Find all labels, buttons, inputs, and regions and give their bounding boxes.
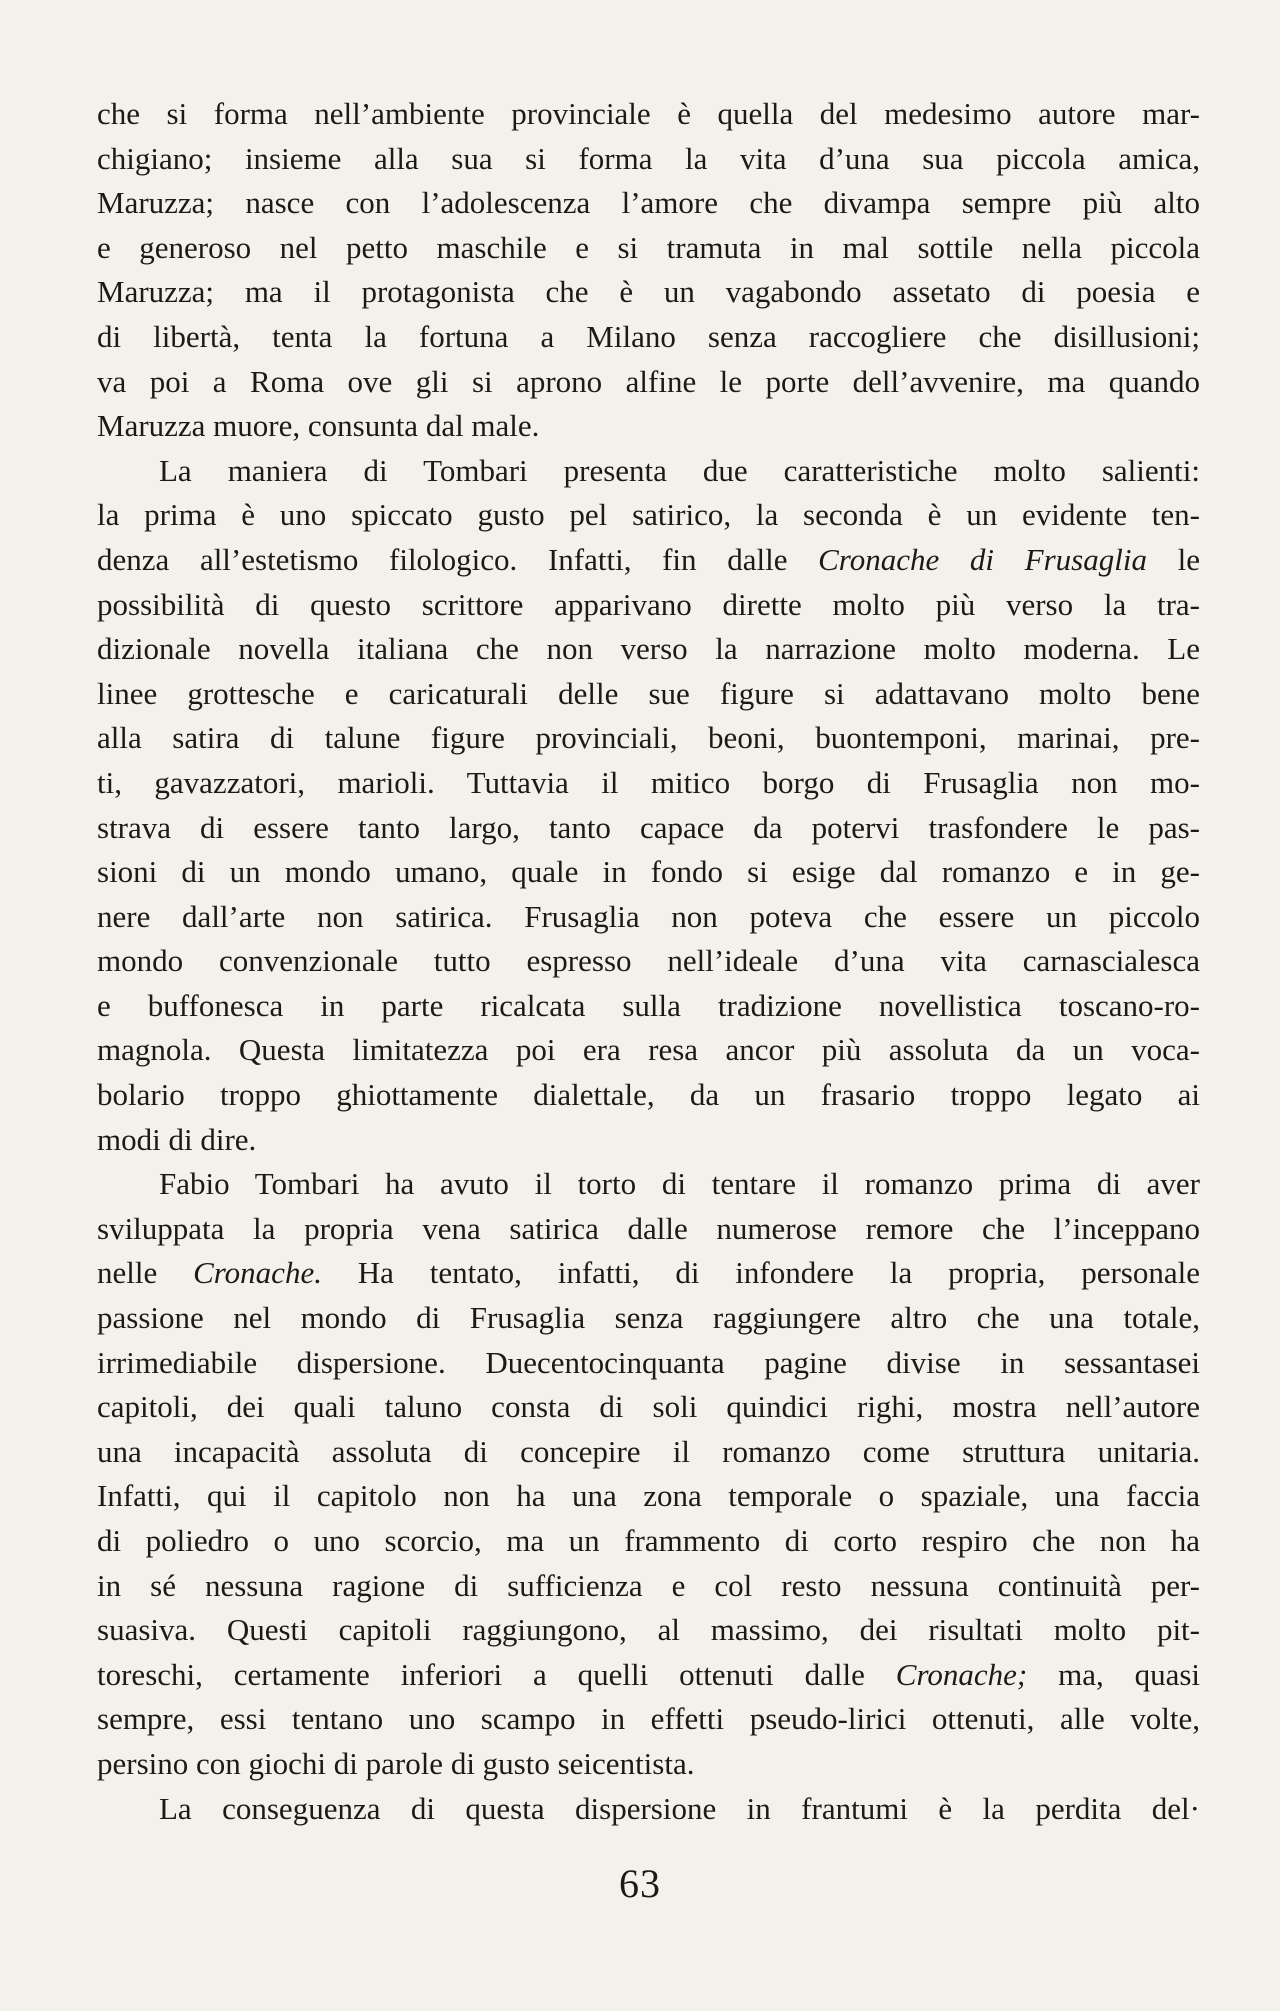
text-line: dizionale novella italiana che non verso la narrazione molto moderna. Le [97, 631, 1200, 667]
text-line: e buffonesca in parte ricalcata sulla tradizione novellistica toscano-ro- [97, 987, 1200, 1023]
text-line: Infatti, qui il capitolo non ha una zona temporale o spaziale, una faccia [97, 1478, 1200, 1514]
text-line: denza all’estetismo filologico. Infatti, fin dalle Cronache di Frusaglia le [97, 541, 1201, 577]
text-line: Maruzza; nasce con l’adolescenza l’amore che divampa sempre più alto [97, 185, 1200, 221]
text-line: mondo convenzionale tutto espresso nell’ideale d’una vita carnascialesca [97, 943, 1200, 979]
text-line: La maniera di Tombari presenta due caratteristiche molto salienti: [159, 452, 1200, 488]
text-line: irrimediabile dispersione. Duecentocinquanta pagine divise in sessantasei [97, 1344, 1200, 1380]
text-line: strava di essere tanto largo, tanto capace da potervi trasfondere le pas- [97, 809, 1200, 845]
paragraph [97, 1162, 1200, 1786]
text-line: ti, gavazzatori, marioli. Tuttavia il mitico borgo di Frusaglia non mo- [97, 764, 1200, 800]
italic-title: Cronache. [193, 1255, 322, 1291]
text-line: Maruzza; ma il protagonista che è un vagabondo assetato di poesia e [97, 274, 1200, 310]
text-line: suasiva. Questi capitoli raggiungono, al massimo, dei risultati molto pit- [97, 1612, 1200, 1648]
text-line: sviluppata la propria vena satirica dalle numerose remore che l’inceppano [97, 1210, 1200, 1246]
paragraph [97, 1787, 1200, 1832]
text-line: La conseguenza di questa dispersione in frantumi è la perdita del· [159, 1790, 1200, 1826]
text-line: magnola. Questa limitatezza poi era resa ancor più assoluta da un voca- [97, 1032, 1200, 1068]
page-number: 63 [619, 1861, 661, 1906]
text-line: sioni di un mondo umano, quale in fondo si esige dal romanzo e in ge- [97, 854, 1200, 890]
text-line: alla satira di talune figure provinciali, beoni, buontemponi, marinai, pre- [97, 720, 1200, 756]
text-line: passione nel mondo di Frusaglia senza raggiungere altro che una totale, [97, 1300, 1200, 1336]
text-line: va poi a Roma ove gli si aprono alfine le porte dell’avvenire, ma quando [97, 363, 1200, 399]
text-line: in sé nessuna ragione di sufficienza e col resto nessuna continuità per- [97, 1567, 1200, 1603]
body-text [97, 92, 1200, 1831]
paragraph [97, 449, 1200, 1163]
text-line: modi di dire. [97, 1121, 257, 1157]
text-line: bolario troppo ghiottamente dialettale, da un frasario troppo legato ai [97, 1077, 1200, 1113]
text-line: sempre, essi tentano uno scampo in effetti pseudo-lirici ottenuti, alle volte, [97, 1701, 1200, 1737]
text-line: di libertà, tenta la fortuna a Milano senza raccogliere che disillusioni; [97, 318, 1200, 354]
text-line: che si forma nell’ambiente provinciale è quella del medesimo autore mar- [97, 96, 1200, 131]
text-line: linee grottesche e caricaturali delle sue figure si adattavano molto bene [97, 675, 1200, 711]
text-line: e generoso nel petto maschile e si tramuta in mal sottile nella piccola [97, 229, 1200, 265]
text-line: nelle Cronache. Ha tentato, infatti, di infondere la propria, personale [97, 1255, 1200, 1291]
text-line: chigiano; insieme alla sua si forma la vita d’una sua piccola amica, [97, 140, 1200, 176]
text-line: di poliedro o uno scorcio, ma un frammento di corto respiro che non ha [97, 1523, 1200, 1558]
paragraph [97, 92, 1200, 449]
text-line: persino con giochi di parole di gusto seicentista. [97, 1745, 695, 1781]
text-line: una incapacità assoluta di concepire il romanzo come struttura unitaria. [97, 1433, 1200, 1469]
italic-title: Cronache di Frusaglia [818, 541, 1147, 577]
text-line: capitoli, dei quali taluno consta di soli quindici righi, mostra nell’autore [97, 1389, 1200, 1425]
text-line: Fabio Tombari ha avuto il torto di tentare il romanzo prima di aver [159, 1166, 1200, 1202]
text-line: possibilità di questo scrittore apparivano dirette molto più verso la tra- [97, 586, 1200, 622]
text-line: toreschi, certamente inferiori a quelli ottenuti dalle Cronache; ma, quasi [97, 1656, 1201, 1692]
text-line: la prima è uno spiccato gusto pel satirico, la seconda è un evidente ten- [97, 497, 1200, 533]
italic-title: Cronache; [895, 1656, 1028, 1692]
text-line: nere dall’arte non satirica. Frusaglia non poteva che essere un piccolo [97, 898, 1200, 934]
text-line: Maruzza muore, consunta dal male. [97, 408, 540, 444]
